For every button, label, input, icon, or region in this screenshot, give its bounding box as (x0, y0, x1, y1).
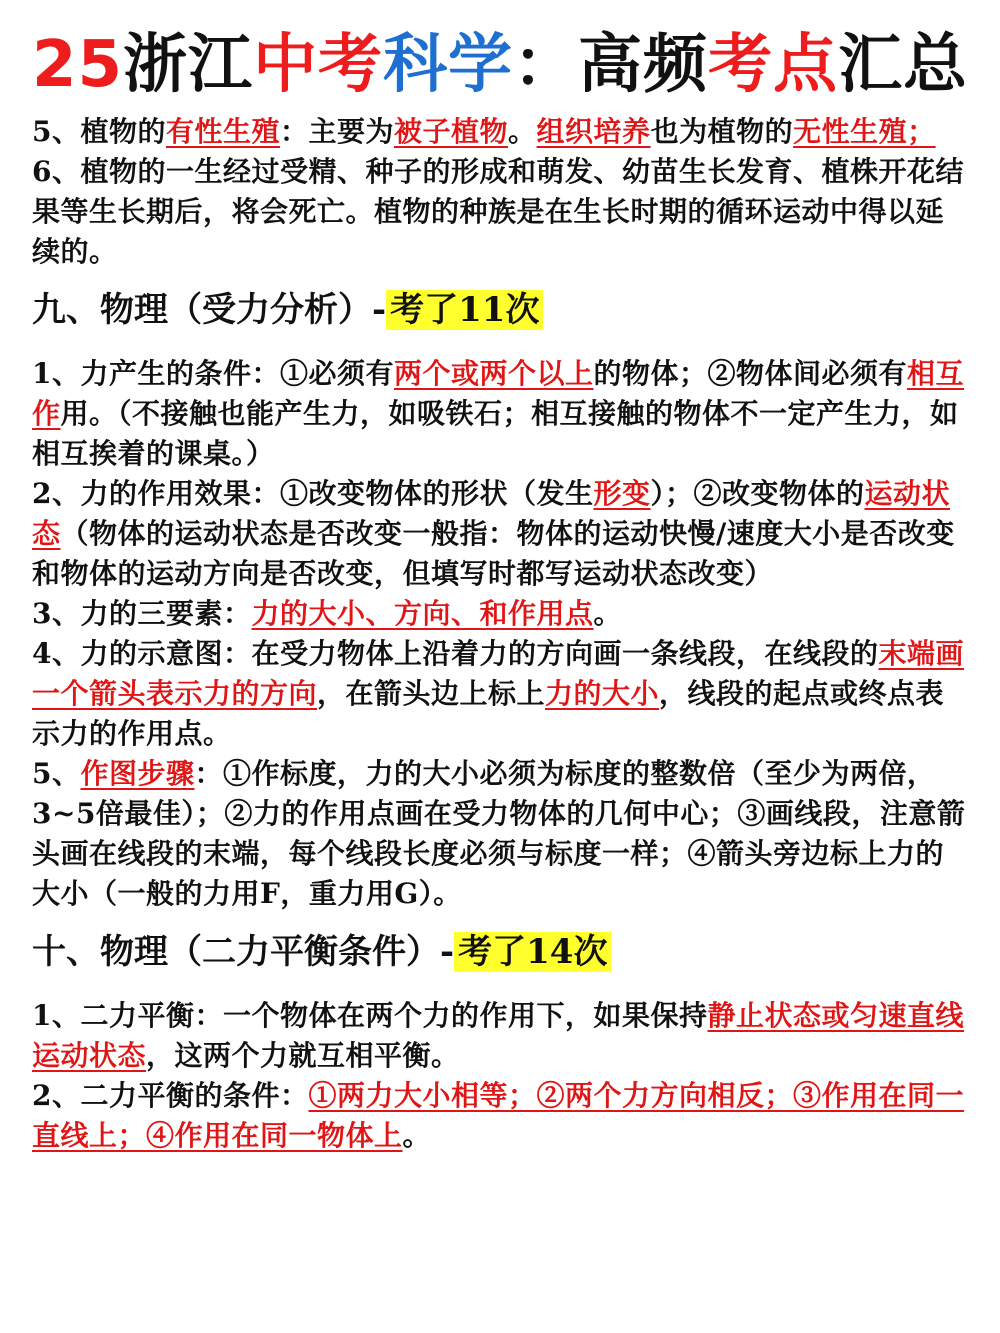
section-heading-force-analysis (32, 286, 968, 334)
text-run: 。 (508, 115, 537, 148)
plant-lifecycle-paragraph: 6、植物的一生经过受精、种子的形成和萌发、幼苗生长发育、植株开花结果等生长期后，将会死亡。植物的种族是在生长时期的循环运动中得以延续的。 (32, 155, 964, 268)
page-title (32, 0, 968, 112)
title-part-summary: 汇总 (838, 28, 969, 102)
text-run: 。 (593, 597, 623, 630)
drawing-steps-paragraph (32, 754, 968, 914)
balance-conditions-paragraph (32, 1076, 968, 1156)
text-run: （物体的运动状态是否改变一般指：物体的运动快慢/速度大小是否改变和物体的运动方向是否改变，但填写时都写运动状态改变） (32, 517, 955, 590)
title-part-province: 浙江 (123, 28, 254, 102)
text-run: ）；②改变物体的 (650, 477, 865, 510)
text-run: ，在箭头边上标上 (317, 677, 546, 710)
highlight-text: 运动状态 (32, 477, 951, 550)
exam-count-badge: 考了14次 (454, 932, 611, 972)
highlight-text: 两个或两个以上 (393, 357, 594, 390)
force-conditions-paragraph (32, 354, 968, 474)
text-run: 4、力的示意图：在受力物体上沿着力的方向画一条线段，在线段的 (32, 637, 879, 670)
spacer (32, 334, 968, 354)
text-run: 3、力的三要素： (32, 597, 252, 630)
highlight-text: 组织培养 (536, 115, 651, 148)
spacer (32, 914, 968, 928)
text-run: ，这两个力就互相平衡。 (146, 1039, 460, 1072)
highlight-text: ①两力大小相等；②两个力方向相反；③作用在同一直线上；④作用在同一物体上 (32, 1079, 964, 1152)
balance-definition-paragraph (32, 996, 968, 1076)
text-run: ：①作标度，力的大小必须为标度的整数倍（至少为两倍，3~5倍最佳）；②力的作用点画在受力物体的几何中心；③画线段，注意箭头画在线段的末端，每个线段长度必须与标度一样；④箭头旁边标上力的大小（一般的力用F，重力用G）。 (32, 757, 966, 910)
highlight-text: 力的大小 (545, 677, 660, 710)
exam-count-badge: 考了11次 (386, 290, 543, 330)
text-run: 的物体；②物体间必须有 (593, 357, 908, 390)
highlight-text: 末端画一个箭头表示力的方向 (32, 637, 965, 710)
text-run: ，线段的起点或终点表示力的作用点。 (32, 677, 945, 750)
section-heading-text: 十、物理（二力平衡条件）- (32, 932, 455, 972)
text-run: 2、二力平衡的条件： (32, 1079, 309, 1112)
section-heading-text: 九、物理（受力分析）- (32, 290, 387, 330)
force-effects-paragraph (32, 474, 968, 594)
title-part-frequency: ：高频 (513, 28, 709, 102)
text-run: 5、植物的 (32, 115, 166, 148)
highlight-text: 静止状态或匀速直线运动状态 (32, 999, 965, 1072)
highlight-text: 作图步骤 (80, 757, 195, 790)
text-run: 1、力产生的条件：①必须有 (32, 357, 394, 390)
title-part-year: 25 (32, 28, 124, 102)
text-run: 用。（不接触也能产生力，如吸铁石；相互接触的物体不一定产生力，如相互挨着的课桌。） (32, 397, 959, 470)
title-part-subject: 科学 (383, 28, 514, 102)
highlight-text: 无性生殖； (793, 115, 936, 148)
text-run: ：主要为 (280, 115, 395, 148)
force-diagram-paragraph (32, 634, 968, 754)
highlight-text: 力的大小、方向、和作用点 (251, 597, 594, 630)
section-heading-force-balance (32, 928, 968, 976)
text-run: 5、 (32, 757, 81, 790)
plant-reproduction-paragraph (32, 112, 968, 152)
text-run: 。 (402, 1119, 432, 1152)
text-run: 也为植物的 (650, 115, 794, 148)
title-part-exam: 中考 (253, 28, 384, 102)
highlight-text: 有性生殖 (165, 115, 280, 148)
text-run: 2、力的作用效果：①改变物体的形状（发生 (32, 477, 594, 510)
spacer (32, 976, 968, 996)
highlight-text: 被子植物 (394, 115, 509, 148)
highlight-text: 形变 (593, 477, 651, 510)
spacer (32, 272, 968, 286)
highlight-text: 相互作 (32, 357, 965, 430)
title-part-points: 考点 (708, 28, 839, 102)
force-three-elements-paragraph (32, 594, 968, 634)
text-run: 1、二力平衡：一个物体在两个力的作用下，如果保持 (32, 999, 708, 1032)
